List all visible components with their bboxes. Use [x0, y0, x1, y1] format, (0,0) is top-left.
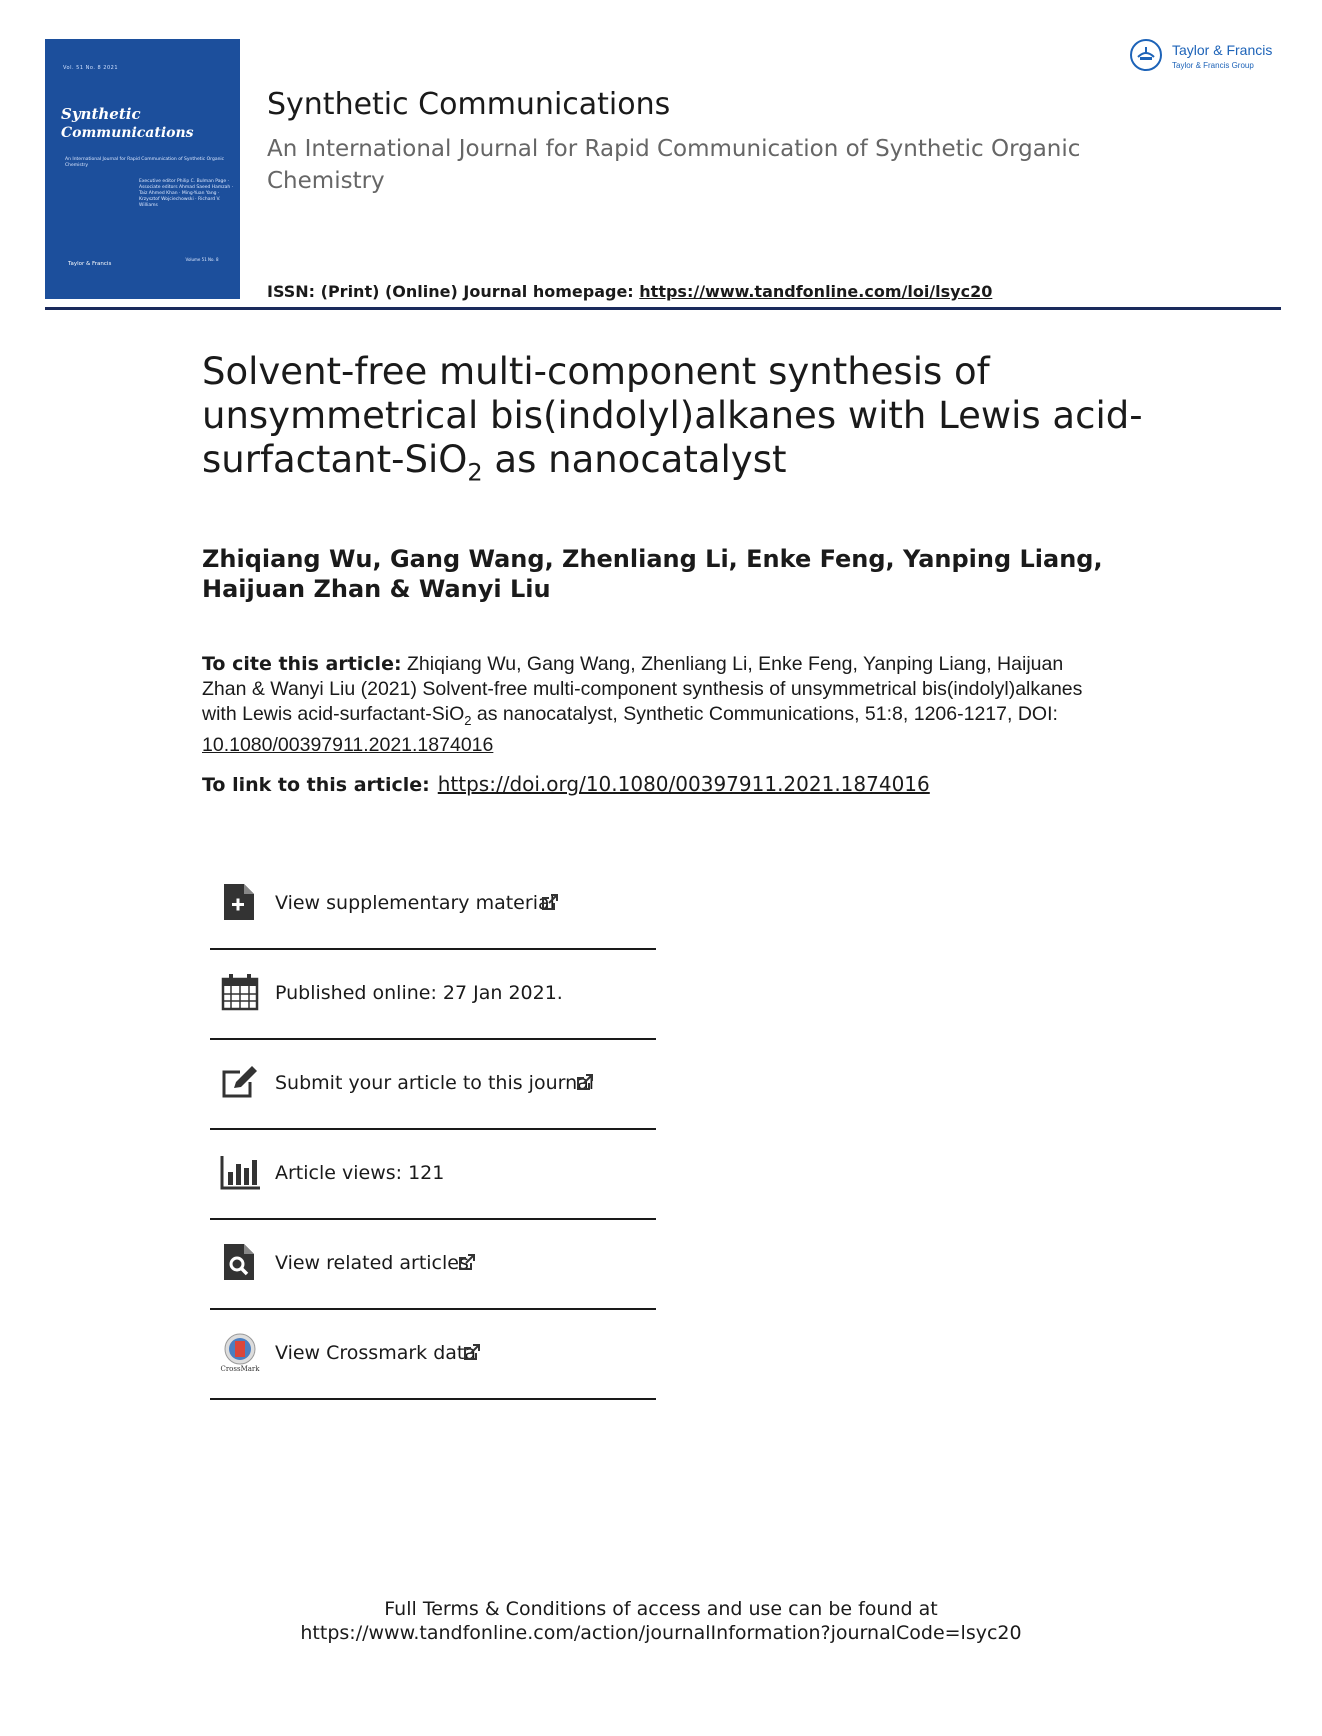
- article-link-label: To link to this article:: [202, 774, 430, 796]
- citation-label: To cite this article:: [202, 653, 402, 675]
- footer-terms-line1: Full Terms & Conditions of access and use can be found at: [384, 1598, 938, 1620]
- external-link-icon: [457, 1252, 477, 1272]
- action-label: View Crossmark data: [275, 1342, 477, 1364]
- citation-doi-link[interactable]: 10.1080/00397911.2021.1874016: [202, 733, 494, 756]
- article-title: [202, 350, 1162, 494]
- action-view-supplementary[interactable]: [210, 860, 656, 950]
- publisher-logo-icon: [1130, 39, 1162, 71]
- citation-text-end: as nanocatalyst, Synthetic Communications, 51:8, 1206-1217, DOI:: [471, 703, 1058, 725]
- article-link-block: [202, 772, 930, 796]
- external-link-icon: [575, 1072, 595, 1092]
- journal-cover: [45, 39, 240, 299]
- issn-label: ISSN: (Print) (Online) Journal homepage:: [267, 282, 640, 301]
- journal-title: Synthetic Communications: [267, 87, 671, 122]
- publisher-name: Taylor & Francis: [1172, 42, 1273, 58]
- cover-editors: Executive editor Philip C. Bulman Page · Associate editors Ahmad Saeed Hamzah · Taiz Ahmed Khan · Ming-Yuan Yang · Krzysztof Wojciechowski · Richard V. Williams: [139, 179, 234, 208]
- cover-subtitle: An International Journal for Rapid Communication of Synthetic Organic Chemistry: [65, 157, 225, 168]
- article-title-text-end: as nanocatalyst: [482, 438, 787, 481]
- citation-text: Zhiqiang Wu, Gang Wang, Zhenliang Li, Enke Feng, Yanping Liang, Haijuan Zhan & Wanyi Liu (2021) Solvent-free multi-component synthesis of unsymmetrical bis(indolyl)alkanes with Lewis acid-surfactant-SiO: [202, 653, 1083, 725]
- search-file-icon: [220, 1242, 260, 1282]
- action-submit-article[interactable]: [210, 1040, 656, 1130]
- header-divider: [45, 307, 1281, 310]
- crossmark-caption: CrossMark: [220, 1365, 260, 1372]
- action-label: Published online: 27 Jan 2021.: [275, 982, 563, 1004]
- issn-line: [267, 282, 992, 301]
- cover-title-line1: Synthetic: [61, 105, 141, 123]
- external-link-icon: [462, 1342, 482, 1362]
- footer-terms: [0, 1597, 1322, 1645]
- cover-issue-note: Volume 51 No. 8: [185, 257, 219, 262]
- action-crossmark[interactable]: [210, 1310, 656, 1400]
- calendar-icon: [220, 972, 260, 1012]
- journal-homepage-link[interactable]: https://www.tandfonline.com/loi/lsyc20: [639, 282, 993, 301]
- publisher-group: Taylor & Francis Group: [1172, 61, 1254, 70]
- external-link-icon: [540, 892, 560, 912]
- article-doi-link[interactable]: https://doi.org/10.1080/00397911.2021.1874016: [437, 772, 930, 796]
- action-label: Article views: 121: [275, 1162, 445, 1184]
- citation-subscript: 2: [464, 712, 472, 728]
- action-published-online: [210, 950, 656, 1040]
- action-label: View related articles: [275, 1252, 469, 1274]
- article-title-text: Solvent-free multi-component synthesis of unsymmetrical bis(indolyl)alkanes with Lewis acid-surfactant-SiO: [202, 350, 1143, 481]
- action-article-views: [210, 1130, 656, 1220]
- citation-block: [202, 652, 1102, 758]
- file-plus-icon: [220, 882, 260, 922]
- article-authors: Zhiqiang Wu, Gang Wang, Zhenliang Li, Enke Feng, Yanping Liang, Haijuan Zhan & Wanyi Liu: [202, 545, 1103, 603]
- footer-terms-url[interactable]: https://www.tandfonline.com/action/journalInformation?journalCode=lsyc20: [300, 1622, 1022, 1644]
- action-related-articles[interactable]: [210, 1220, 656, 1310]
- bar-chart-icon: [220, 1152, 260, 1192]
- crossmark-icon: [220, 1332, 260, 1372]
- cover-publisher-logo: Taylor & Francis: [68, 261, 112, 267]
- cover-volume: Vol. 51 No. 8 2021: [63, 65, 118, 71]
- action-label: View supplementary material: [275, 892, 555, 914]
- action-label: Submit your article to this journal: [275, 1072, 595, 1094]
- cover-title-line2: Communications: [61, 125, 194, 141]
- publisher-logo[interactable]: [1130, 39, 1290, 77]
- edit-icon: [220, 1062, 260, 1102]
- article-title-subscript: 2: [467, 458, 483, 487]
- action-divider: [210, 1398, 656, 1400]
- journal-subtitle: An International Journal for Rapid Communication of Synthetic Organic Chemistry: [267, 136, 1081, 194]
